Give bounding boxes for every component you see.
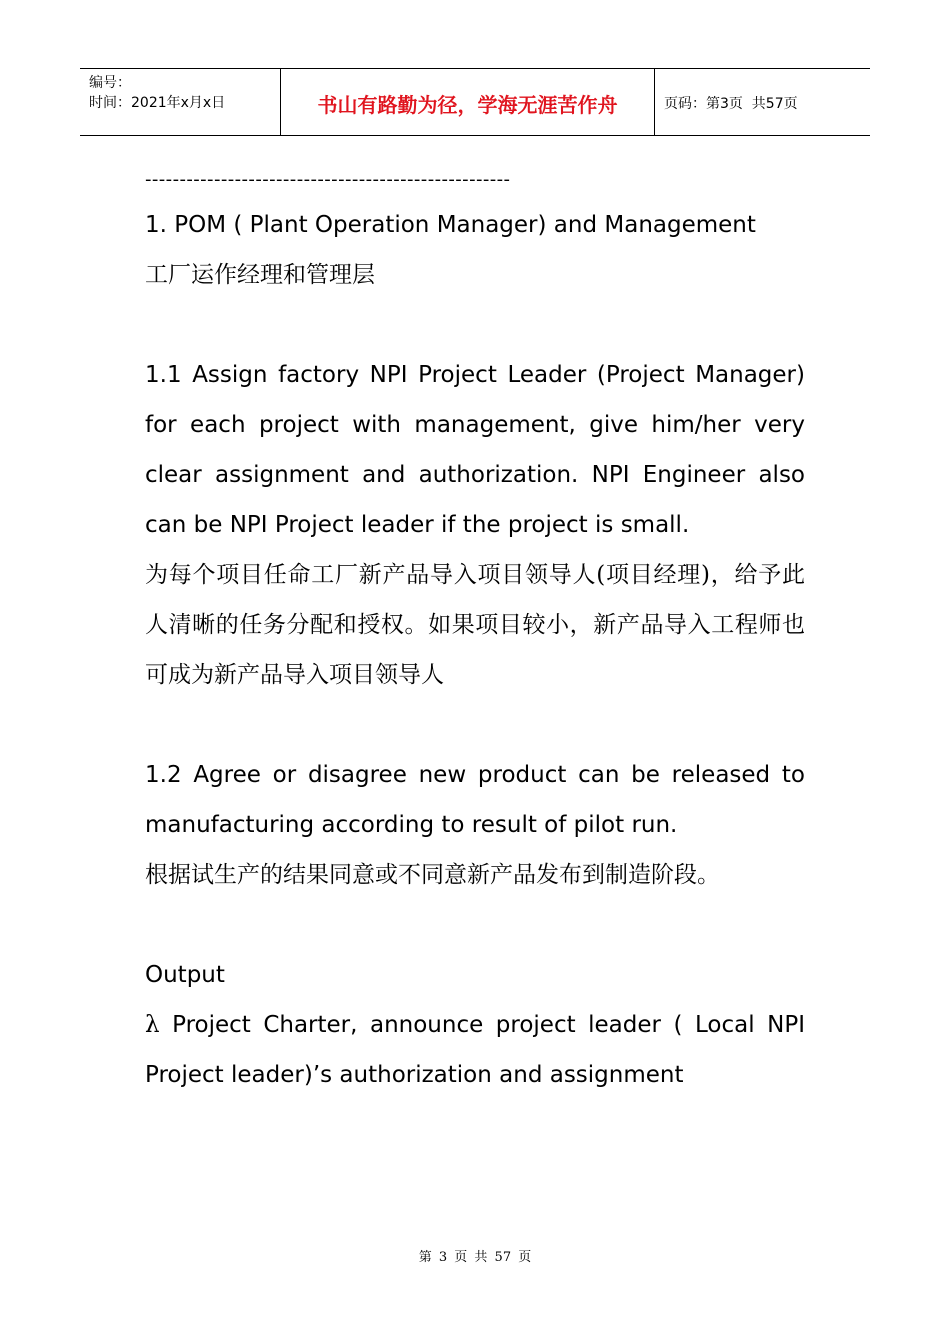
lambda-bullet-icon: λ: [145, 1012, 160, 1038]
header-motto: 书山有路勤为径，学海无涯苦作舟: [317, 92, 618, 117]
header-meta-cell: [80, 69, 281, 135]
document-body: [145, 166, 805, 1100]
section-1-title: 1. POM ( Plant Operation Manager) and Management: [145, 212, 756, 238]
page-header: [80, 68, 870, 136]
document-time-label: 时间：2021年x月x日: [89, 95, 226, 111]
paragraph-gap: [145, 700, 805, 750]
section-1-title-zh: 工厂运作经理和管理层: [145, 262, 375, 288]
output-heading: Output: [145, 962, 225, 988]
page-footer: 第 3 页 共 57 页: [418, 1250, 532, 1265]
paragraph-gap: [145, 900, 805, 950]
paragraph-gap: [145, 300, 805, 350]
item-1-2-english: 1.2 Agree or disagree new product can be released to manufacturing according to result of pilot run.: [145, 762, 805, 838]
item-1-2-chinese: 根据试生产的结果同意或不同意新产品发布到制造阶段。: [145, 862, 720, 888]
header-page-cell: [655, 69, 870, 135]
item-1-1-english: 1.1 Assign factory NPI Project Leader (Project Manager) for each project with management, give him/her very clear assignment and authorization. NPI Engineer also can be NPI Project leader if the project is small.: [145, 362, 805, 538]
item-1-1-chinese: 为每个项目任命工厂新产品导入项目领导人(项目经理)，给予此人清晰的任务分配和授权。如果项目较小，新产品导入工程师也可成为新产品导入项目领导人: [145, 562, 805, 688]
output-list-item: [145, 1000, 805, 1100]
separator-line: -----------------------------------------------------: [145, 169, 511, 190]
header-page-info: 页码：第3页 共57页: [664, 96, 798, 112]
document-number-label: 编号：: [89, 75, 131, 91]
header-motto-cell: [281, 69, 655, 135]
output-item-text: Project Charter, announce project leader ( Local NPI Project leader)’s authorization and assignment: [145, 1012, 805, 1088]
